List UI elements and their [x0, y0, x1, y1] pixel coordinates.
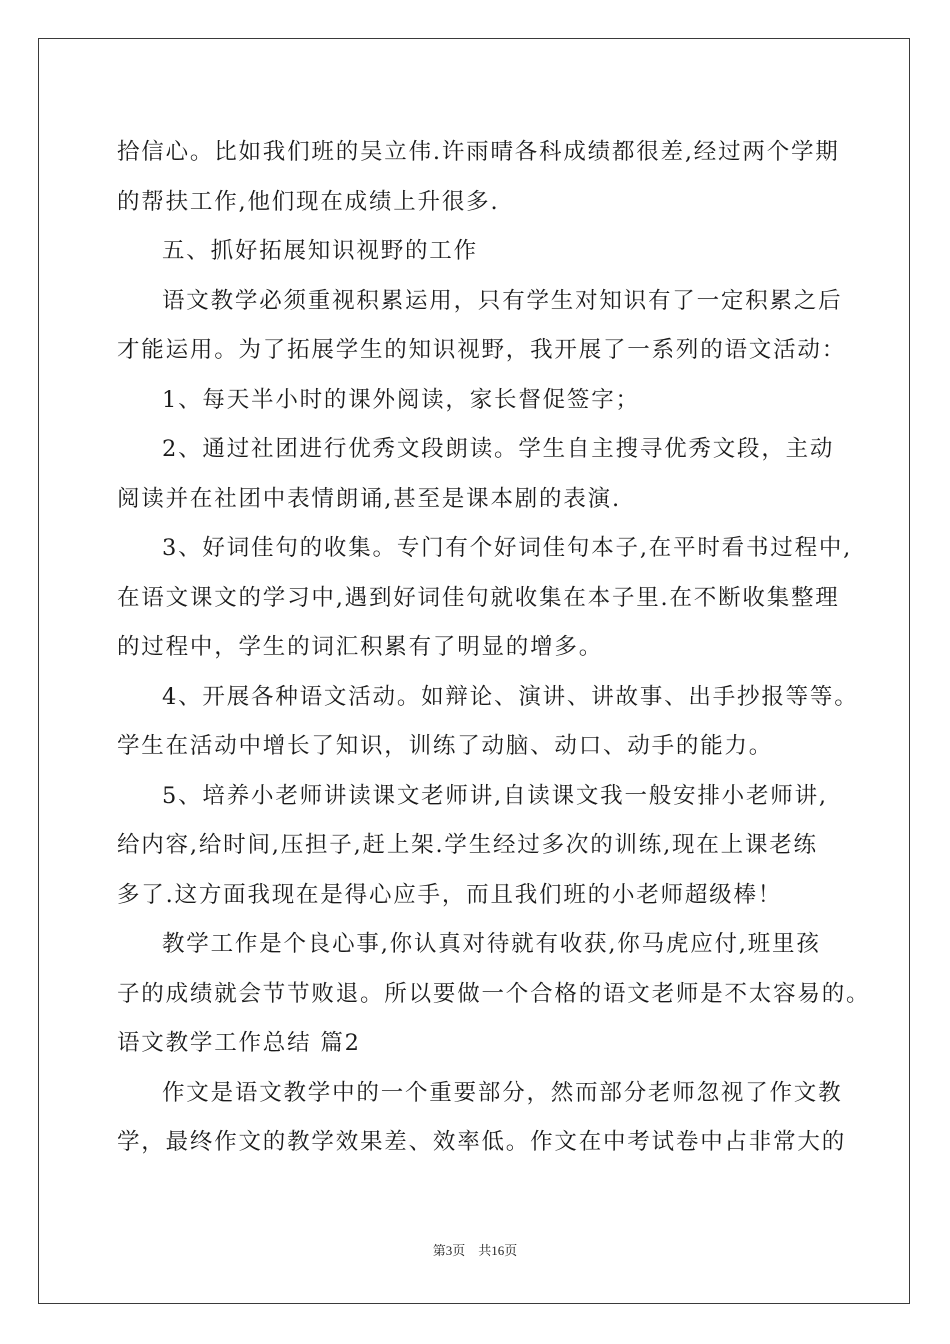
page-number: 第3页 共16页 [432, 1243, 518, 1258]
text-line-5: 才能运用。为了拓展学生的知识视野，我开展了一系列的语文活动： [117, 337, 847, 363]
text-line-20: 作文是语文教学中的一个重要部分，然而部分老师忽视了作文教 [162, 1079, 843, 1106]
text-line-13: 学生在活动中增长了知识，训练了动脑、动口、动手的能力。 [117, 733, 774, 759]
list-item-1: 1、每天半小时的课外阅读，家长督促签字； [162, 386, 640, 413]
text-line-17: 教学工作是个良心事,你认真对待就有收获,你马虎应付,班里孩 [162, 931, 821, 957]
text-line-15: 给内容,给时间,压担子,赶上架.学生经过多次的训练,现在上课老练 [117, 832, 818, 858]
text-line-4: 语文教学必须重视积累运用，只有学生对知识有了一定积累之后 [162, 287, 843, 314]
document-body [117, 128, 871, 1168]
text-line-10: 在语文课文的学习中,遇到好词佳句就收集在本子里.在不断收集整理 [117, 584, 840, 611]
list-item-4: 4、开展各种语文活动。如辩论、演讲、讲故事、出手抄报等等。 [162, 683, 859, 710]
list-item-2: 2、通过社团进行优秀文段朗读。学生自主搜寻优秀文段，主动 [162, 436, 835, 462]
text-line-21: 学，最终作文的教学效果差、效率低。作文在中考试卷中占非常大的 [117, 1129, 847, 1155]
text-line-11: 的过程中，学生的词汇积累有了明显的增多。 [117, 634, 604, 660]
section-heading: 五、抓好拓展知识视野的工作 [162, 238, 478, 264]
text-line-18: 子的成绩就会节节败退。所以要做一个合格的语文老师是不太容易的。 [117, 980, 871, 1007]
text-line-8: 阅读并在社团中表情朗诵,甚至是课本剧的表演. [117, 485, 621, 512]
text-line-16: 多了.这方面我现在是得心应手，而且我们班的小老师超级棒！ [117, 881, 783, 908]
text-line-2: 的帮扶工作,他们现在成绩上升很多. [117, 188, 500, 215]
text-line-1: 拾信心。比如我们班的吴立伟.许雨晴各科成绩都很差,经过两个学期 [117, 139, 840, 165]
article-title: 语文教学工作总结 篇2 [117, 1030, 361, 1056]
list-item-3: 3、好词佳句的收集。专门有个好词佳句本子,在平时看书过程中, [162, 535, 853, 561]
list-item-5: 5、培养小老师讲读课文老师讲,自读课文我一般安排小老师讲, [162, 782, 828, 809]
